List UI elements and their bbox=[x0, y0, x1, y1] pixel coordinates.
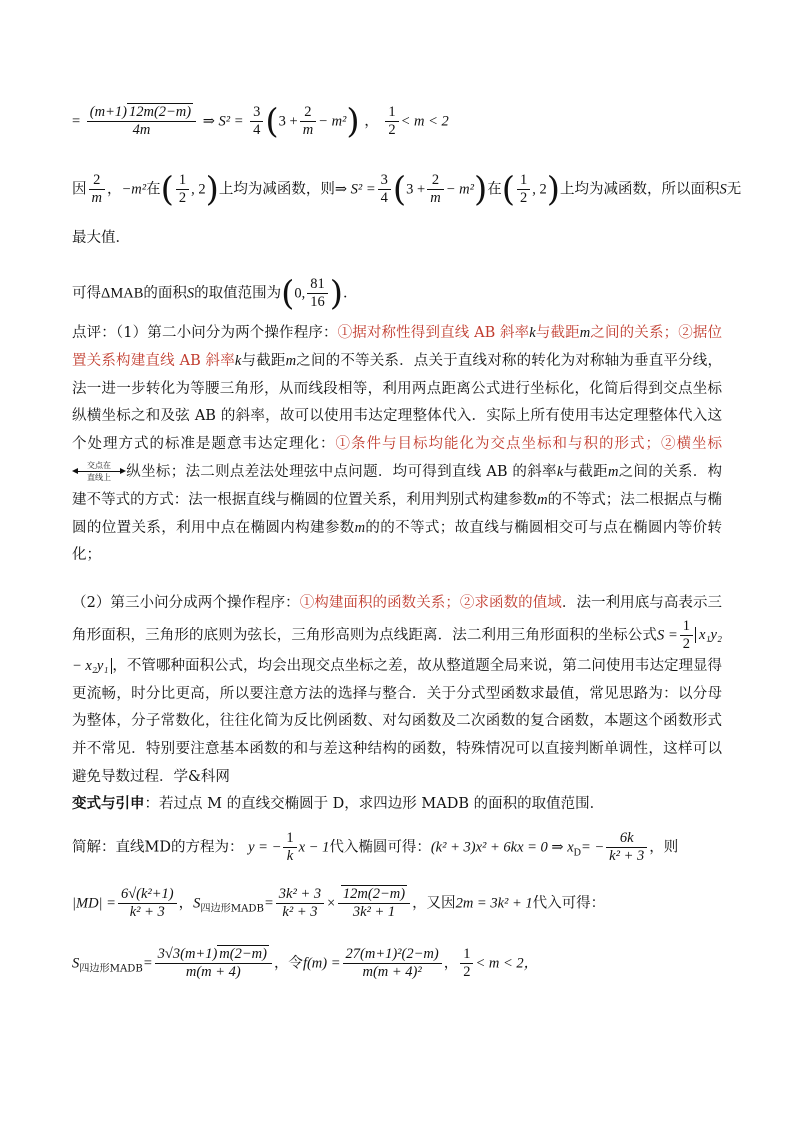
equation-line-2: 因 $\frac{2}{m}$ ，−m²在( $\frac{1}{2}$ , 2)上均为减函数，则⇒ S² = $\frac{3}{4}$ (3 + $\frac{2}{m}$ − m²)在( $\frac{1}{2}$ , 2)上均为减函数，所以面积S无 bbox=[72, 169, 742, 210]
solution-line-3: $S_{四边形MADB}=$ $\frac{3√3(m+1) m(2-m)}{m(m + 4)}$ ，令f(m) = $\frac{\text{27(m+1)²(2−m)}}{\text{m(m + 4)²}}$ ， $\frac{1}{2}$ < m < 2， bbox=[72, 946, 539, 980]
fraction-area: $\frac{(m+1) 12m(2-m)}{4m}$ bbox=[87, 104, 196, 139]
text-line-3: 最大值． bbox=[72, 230, 130, 246]
text-line-4: 可得ΔMAB的面积S的取值范围为(0, $\frac{81}{16}$ )． bbox=[72, 273, 358, 314]
equation-line-1: = $\frac{(m+1) 12m(2-m)}{4m}$ ⇒ S² = $\frac{3}{4}$ (3 + $\frac{2}{m}$ − m²) ， $\frac{1}{2}$ < m < 2 bbox=[72, 101, 449, 142]
bidirectional-arrow-icon: 交点在 直线上 bbox=[74, 461, 124, 482]
comment-paragraph-2: （2）第三小问分成两个操作程序：①构建面积的函数关系；②求函数的值域．法一利用底与高表示三角形面积，三角形的底则为弦长，三角形高则为点线距离．法二利用三角形面积的坐标公式S = $\frac{1}{2}$ x₁y₂ − x₂y₁ ，不管哪种面积公式，均会出现交点坐标之差，故从整道题全局来说，第二问使用韦达定理显得更流畅，时分比更高，所以要注意方法的选择与整合．关于分式型函数求最值，常见思路为：以分母为整体，分子常数化，往往化简为反比例函数、对勾函数及二次函数的复合函数，本题这个函数形式并不常见．特别要注意基本函数的和与差这种结构的函数，特殊情况可以直接判断单调性，这样可以避免导数过程．学&科网 bbox=[72, 595, 723, 785]
solution-line-2: |MD| = $\frac{\text{6√(k²+1)}}{\text{k² + 3}}$ ，$S_{四边形MADB}=$ $\frac{\text{3k² + 3}}{\text{k² + 3}}$ × $\frac{12m(2-m)}{\text{3k² + 1}}$ ，又因2m = 3k² + 1代入可得： bbox=[72, 886, 606, 920]
solution-line-1: 简解：直线MD的方程为： y = − $\frac{1}{k}$ x − 1代入椭圆可得：(k² + 3)x² + 6kx = 0 ⇒ $x_D=$ − $\frac{6k}{\text{k² + 3}}$ ，则 bbox=[72, 830, 679, 864]
comment-paragraph-1: 点评：（1）第二小问分为两个操作程序：①据对称性得到直线 AB 斜率k与截距m之间的关系；②据位置关系构建直线 AB 斜率k与截距m之间的不等关系．点关于直线对称的转化为对称轴为垂直平分线，法一进一步转化为等腰三角形，从而线段相等，利用两点距离公式进行坐标化，化简后得到交点坐标纵横坐标之和及弦 AB 的斜率，故可以使用韦达定理整体代入．实际上所有使用韦达定理整体代入这个处理方式的标准是题意韦达定理化：①条件与目标均能化为交点坐标和与积的形式；②横坐标交点在 直线上 纵坐标；法二则点差法处理弦中点问题．均可得到直线 AB 的斜率k与截距m之间的关系．构建不等式的方式：法一根据直线与椭圆的位置关系，利用判别式构建参数m的不等式；法二根据点与椭圆的位置关系，利用中点在椭圆内构建参数m的的不等式；故直线与椭圆相交可与点在椭圆内等价转化； bbox=[72, 325, 723, 564]
variant-line: 变式与引申：若过点 M 的直线交椭圆于 D，求四边形 MADB 的面积的取值范围． bbox=[72, 795, 605, 812]
